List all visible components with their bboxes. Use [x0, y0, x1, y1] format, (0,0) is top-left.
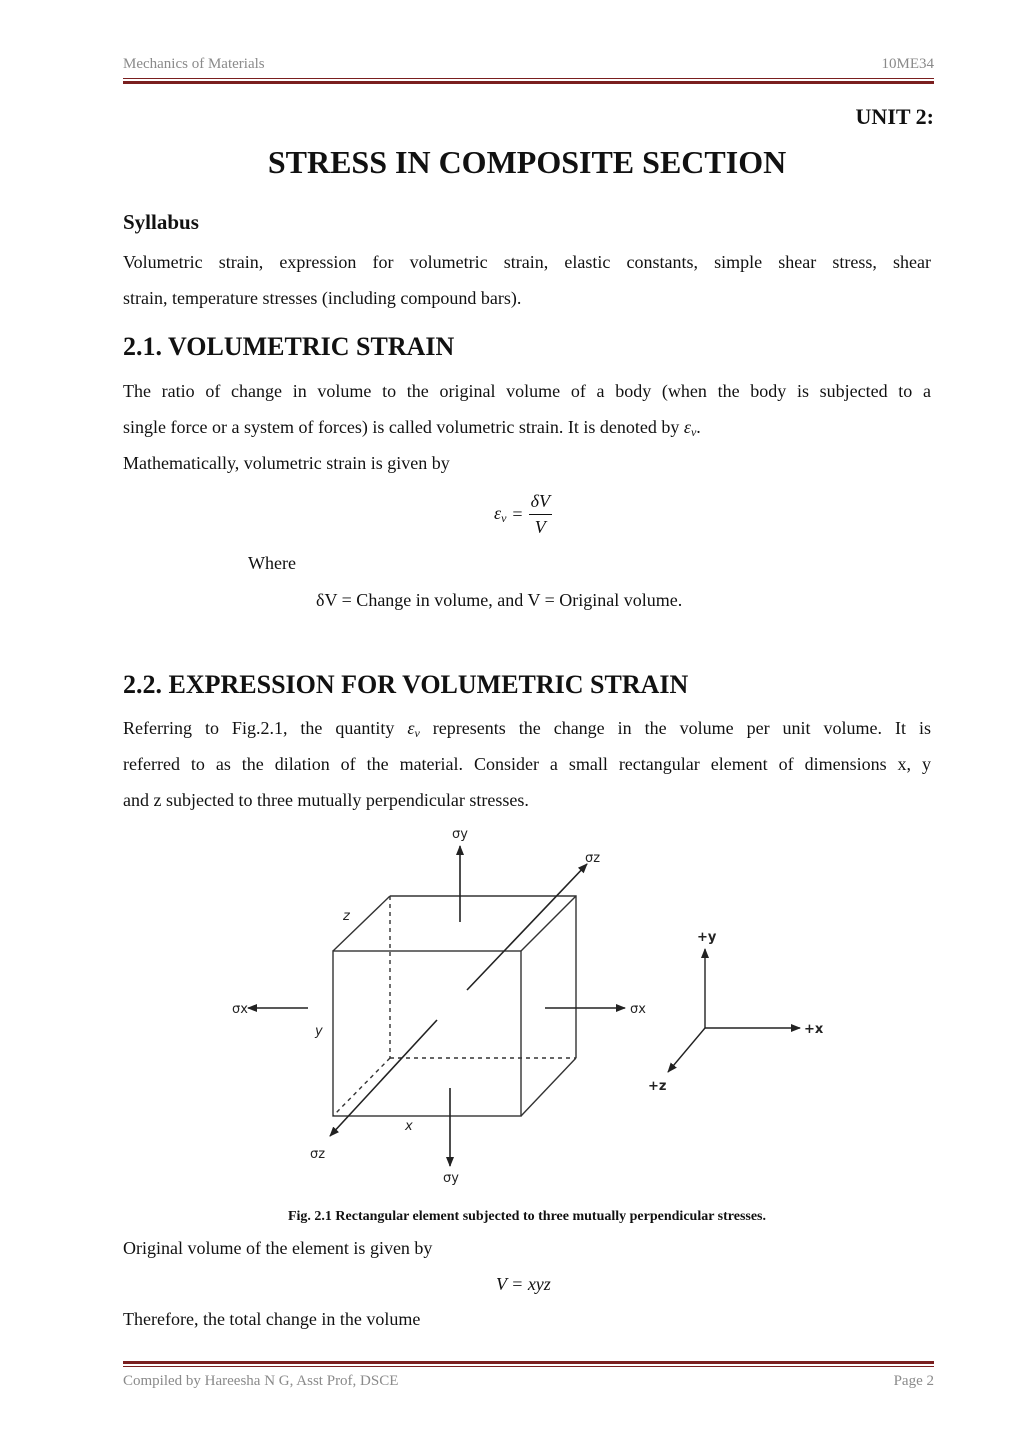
section-2-2-heading: 2.2. EXPRESSION FOR VOLUMETRIC STRAIN	[123, 670, 689, 699]
header-rule-thick	[123, 81, 934, 84]
syllabus-line-1: Volumetric strain, expression for volumetric strain, elastic constants, simple shear stress, shear	[123, 252, 931, 272]
label-axis-plus-y: +y	[697, 930, 717, 945]
cube-front-face	[333, 951, 521, 1116]
line-2-text: single force or a system of forces) is called volumetric strain. It is denoted by	[123, 417, 684, 437]
epsilon-symbol: ε	[407, 718, 415, 738]
label-sigma-z-bottom: σz	[310, 1147, 326, 1162]
line-1-text: Referring to Fig.2.1, the quantity	[123, 718, 408, 738]
page-title: STRESS IN COMPOSITE SECTION	[267, 144, 787, 180]
epsilon-subscript: v	[414, 726, 420, 740]
cube-edge-br	[521, 1058, 576, 1116]
label-sigma-x-right: σx	[630, 1002, 646, 1017]
line-1-end: represents the change in the volume per unit volume. It is	[419, 718, 931, 738]
epsilon-symbol: ε	[683, 417, 691, 437]
arrow-sigma-z-top	[467, 864, 587, 990]
arrow-sigma-z-bottom	[330, 1020, 437, 1136]
footer-author: Compiled by Hareesha N G, Asst Prof, DSCE	[123, 1373, 399, 1389]
original-volume-text: Original volume of the element is given by	[123, 1238, 433, 1258]
cube-edge-tl	[333, 896, 390, 951]
eq-equals: =	[512, 503, 523, 524]
section-2-1-line-3: Mathematically, volumetric strain is given by	[123, 453, 450, 473]
label-sigma-z-top: σz	[585, 851, 601, 866]
header-course-title: Mechanics of Materials	[123, 56, 265, 72]
footer-rule-thick	[123, 1361, 934, 1364]
unit-label: UNIT 2:	[855, 104, 934, 129]
section-2-1-heading: 2.1. VOLUMETRIC STRAIN	[123, 332, 455, 361]
label-dim-y: y	[315, 1024, 323, 1039]
volumetric-strain-equation	[494, 488, 552, 540]
section-2-2-line-1	[123, 710, 931, 751]
eq-numerator: δV	[529, 491, 552, 515]
line-2-end: .	[696, 417, 701, 437]
section-2-2-line-3: and z subjected to three mutually perpendicular stresses.	[123, 790, 529, 810]
eq-fraction	[529, 491, 552, 538]
figure-rectangular-element	[220, 820, 860, 1190]
header-course-code: 10ME34	[881, 56, 934, 72]
eq-lhs-symbol: ε	[494, 502, 502, 523]
definition-line: δV = Change in volume, and V = Original volume.	[316, 590, 683, 610]
header-rule-thin	[123, 78, 934, 79]
label-sigma-x-left: σx	[232, 1002, 248, 1017]
label-axis-plus-z: +z	[648, 1079, 667, 1094]
label-dim-z: z	[343, 909, 350, 924]
syllabus-heading: Syllabus	[123, 210, 199, 234]
eq-denominator: V	[534, 516, 546, 537]
eq-lhs	[494, 503, 506, 526]
label-axis-plus-x: +x	[804, 1022, 824, 1037]
section-2-2-line-2: referred to as the dilation of the material. Consider a small rectangular element of dimensions x, y	[123, 754, 931, 774]
footer-page-number: Page 2	[893, 1373, 934, 1389]
syllabus-line-2: strain, temperature stresses (including compound bars).	[123, 288, 522, 308]
cube-hidden-depth	[333, 1058, 390, 1116]
label-sigma-y-top: σy	[452, 827, 468, 842]
label-sigma-y-bottom: σy	[443, 1171, 459, 1186]
section-2-1-line-1: The ratio of change in volume to the original volume of a body (when the body is subjected to a	[123, 381, 931, 401]
volume-equation: V = xyz	[496, 1274, 551, 1294]
cube-back-edges	[390, 896, 576, 1058]
footer-rule-thin	[123, 1366, 934, 1367]
where-label: Where	[248, 553, 296, 573]
total-change-text: Therefore, the total change in the volume	[123, 1309, 421, 1329]
section-2-1-line-2	[123, 409, 931, 450]
label-dim-x: x	[405, 1119, 413, 1134]
epsilon-subscript: v	[690, 425, 697, 439]
eq-lhs-subscript: v	[501, 510, 507, 525]
axis-plus-z	[668, 1028, 705, 1072]
figure-caption: Fig. 2.1 Rectangular element subjected to three mutually perpendicular stresses.	[287, 1209, 767, 1224]
